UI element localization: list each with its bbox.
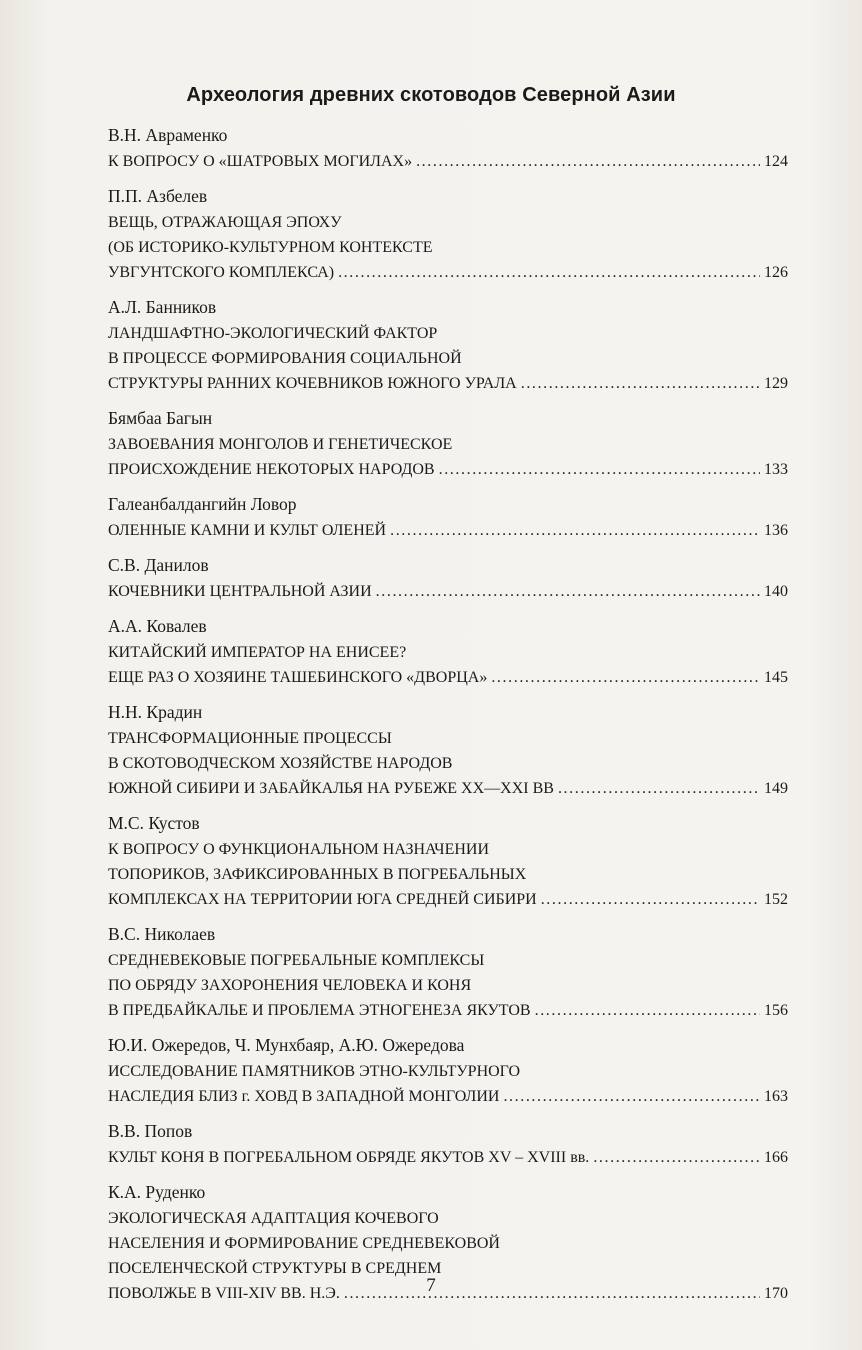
toc-entry <box>108 1118 788 1170</box>
entry-title-last-line <box>108 887 788 912</box>
toc-entry <box>108 613 788 690</box>
entry-page-number: 136 <box>764 522 788 539</box>
entry-title-line: ПОСЕЛЕНЧЕСКОЙ СТРУКТУРЫ В СРЕДНЕМ <box>108 1260 442 1277</box>
toc-entry <box>108 491 788 543</box>
toc-entry <box>108 183 788 285</box>
dot-leader <box>338 260 760 285</box>
dot-leader <box>593 1145 760 1170</box>
entry-author: В.В. Попов <box>108 1121 193 1141</box>
entry-author: М.С. Кустов <box>108 813 200 833</box>
dot-leader <box>558 776 760 801</box>
entry-title-line: ЛАНДШАФТНО-ЭКОЛОГИЧЕСКИЙ ФАКТОР <box>108 325 438 342</box>
dot-leader <box>535 998 760 1023</box>
entry-author: В.С. Николаев <box>108 924 216 944</box>
entry-author: Галеанбалдангийн Ловор <box>108 494 297 514</box>
entry-title-last-line <box>108 1145 788 1170</box>
entry-title-line: ЭКОЛОГИЧЕСКАЯ АДАПТАЦИЯ КОЧЕВОГО <box>108 1210 439 1227</box>
entry-author: Ю.И. Ожередов, Ч. Мунхбаяр, А.Ю. Ожередова <box>108 1035 465 1055</box>
toc-entry <box>108 122 788 174</box>
entry-title-last-line <box>108 149 788 174</box>
entry-title-last-line <box>108 1084 788 1109</box>
entry-title-line: К ВОПРОСУ О ФУНКЦИОНАЛЬНОМ НАЗНАЧЕНИИ <box>108 841 490 858</box>
toc-entry <box>108 405 788 482</box>
dot-leader <box>376 579 760 604</box>
entry-author: Н.Н. Крадин <box>108 702 203 722</box>
dot-leader <box>416 149 760 174</box>
entry-title-line: ОЛЕННЫЕ КАМНИ И КУЛЬТ ОЛЕНЕЙ <box>108 522 387 539</box>
entry-author: В.Н. Авраменко <box>108 125 228 145</box>
entry-title-last-line <box>108 260 788 285</box>
entry-title-line: (ОБ ИСТОРИКО-КУЛЬТУРНОМ КОНТЕКСТЕ <box>108 239 433 256</box>
entry-title-line: ИССЛЕДОВАНИЕ ПАМЯТНИКОВ ЭТНО-КУЛЬТУРНОГО <box>108 1063 521 1080</box>
entry-title-line: КОМПЛЕКСАХ НА ТЕРРИТОРИИ ЮГА СРЕДНЕЙ СИБИРИ <box>108 891 537 908</box>
dot-leader <box>503 1084 760 1109</box>
entry-page-number: 145 <box>764 669 788 686</box>
entry-title-line: В ПРОЦЕССЕ ФОРМИРОВАНИЯ СОЦИАЛЬНОЙ <box>108 350 462 367</box>
entry-author: П.П. Азбелев <box>108 186 208 206</box>
entry-title-line: ПО ОБРЯДУ ЗАХОРОНЕНИЯ ЧЕЛОВЕКА И КОНЯ <box>108 977 472 994</box>
toc-entry <box>108 699 788 801</box>
entry-author: А.А. Ковалев <box>108 616 207 636</box>
entry-page-number: 129 <box>764 375 788 392</box>
entry-page-number: 170 <box>764 1285 788 1302</box>
entry-page-number: 166 <box>764 1149 788 1166</box>
entry-title-line: В ПРЕДБАЙКАЛЬЕ И ПРОБЛЕМА ЭТНОГЕНЕЗА ЯКУТОВ <box>108 1002 531 1019</box>
toc-entry <box>108 810 788 912</box>
entry-title-last-line <box>108 579 788 604</box>
entry-title-last-line <box>108 665 788 690</box>
entry-title-line: ПРОИСХОЖДЕНИЕ НЕКОТОРЫХ НАРОДОВ <box>108 461 435 478</box>
dot-leader <box>541 887 760 912</box>
entry-page-number: 152 <box>764 891 788 908</box>
entry-title-line: ЗАВОЕВАНИЯ МОНГОЛОВ И ГЕНЕТИЧЕСКОЕ <box>108 436 453 453</box>
entry-title-last-line <box>108 998 788 1023</box>
entry-page-number: 156 <box>764 1002 788 1019</box>
toc-entry <box>108 1032 788 1109</box>
entry-title-line: КОЧЕВНИКИ ЦЕНТРАЛЬНОЙ АЗИИ <box>108 583 372 600</box>
entry-title-line: КУЛЬТ КОНЯ В ПОГРЕБАЛЬНОМ ОБРЯДЕ ЯКУТОВ XV – XVIII вв. <box>108 1149 590 1166</box>
toc-entry <box>108 921 788 1023</box>
dot-leader <box>491 665 760 690</box>
entry-page-number: 133 <box>764 461 788 478</box>
entry-title-line: ЮЖНОЙ СИБИРИ И ЗАБАЙКАЛЬЯ НА РУБЕЖЕ XX—XXI ВВ <box>108 780 554 797</box>
entry-title-line: ПОВОЛЖЬЕ В VIII-XIV ВВ. Н.Э. <box>108 1285 340 1302</box>
entry-title-line: К ВОПРОСУ О «ШАТРОВЫХ МОГИЛАХ» <box>108 153 413 170</box>
entry-page-number: 126 <box>764 264 788 281</box>
entry-title-last-line <box>108 518 788 543</box>
entry-title-line: НАСЕЛЕНИЯ И ФОРМИРОВАНИЕ СРЕДНЕВЕКОВОЙ <box>108 1235 500 1252</box>
toc-entry <box>108 552 788 604</box>
entry-title-line: СТРУКТУРЫ РАННИХ КОЧЕВНИКОВ ЮЖНОГО УРАЛА <box>108 375 517 392</box>
entry-author: Бямбаа Багын <box>108 408 213 428</box>
section-title: Археология древних скотоводов Северной Азии <box>186 84 676 106</box>
entry-page-number: 163 <box>764 1088 788 1105</box>
dot-leader <box>390 518 760 543</box>
entry-page-number: 149 <box>764 780 788 797</box>
entry-page-number: 140 <box>764 583 788 600</box>
entry-author: А.Л. Банников <box>108 297 217 317</box>
entry-title-last-line <box>108 457 788 482</box>
entry-author: С.В. Данилов <box>108 555 209 575</box>
entry-title-last-line <box>108 776 788 801</box>
entry-title-line: ТОПОРИКОВ, ЗАФИКСИРОВАННЫХ В ПОГРЕБАЛЬНЫХ <box>108 866 527 883</box>
table-of-contents <box>108 122 788 1315</box>
toc-entry <box>108 294 788 396</box>
entry-title-line: ТРАНСФОРМАЦИОННЫЕ ПРОЦЕССЫ <box>108 730 392 747</box>
entry-author: К.А. Руденко <box>108 1182 206 1202</box>
entry-title-line: НАСЛЕДИЯ БЛИЗ г. ХОВД В ЗАПАДНОЙ МОНГОЛИИ <box>108 1088 500 1105</box>
entry-title-line: ВЕЩЬ, ОТРАЖАЮЩАЯ ЭПОХУ <box>108 214 342 231</box>
entry-page-number: 124 <box>764 153 788 170</box>
entry-title-line: СРЕДНЕВЕКОВЫЕ ПОГРЕБАЛЬНЫЕ КОМПЛЕКСЫ <box>108 952 485 969</box>
entry-title-line: УВГУНТСКОГО КОМПЛЕКСА) <box>108 264 335 281</box>
dot-leader <box>439 457 760 482</box>
page-number: 7 <box>426 1275 436 1296</box>
entry-title-line: В СКОТОВОДЧЕСКОМ ХОЗЯЙСТВЕ НАРОДОВ <box>108 755 453 772</box>
entry-title-line: ЕЩЕ РАЗ О ХОЗЯИНЕ ТАШЕБИНСКОГО «ДВОРЦА» <box>108 669 488 686</box>
entry-title-last-line <box>108 371 788 396</box>
dot-leader <box>521 371 760 396</box>
entry-title-line: КИТАЙСКИЙ ИМПЕРАТОР НА ЕНИСЕЕ? <box>108 644 407 661</box>
